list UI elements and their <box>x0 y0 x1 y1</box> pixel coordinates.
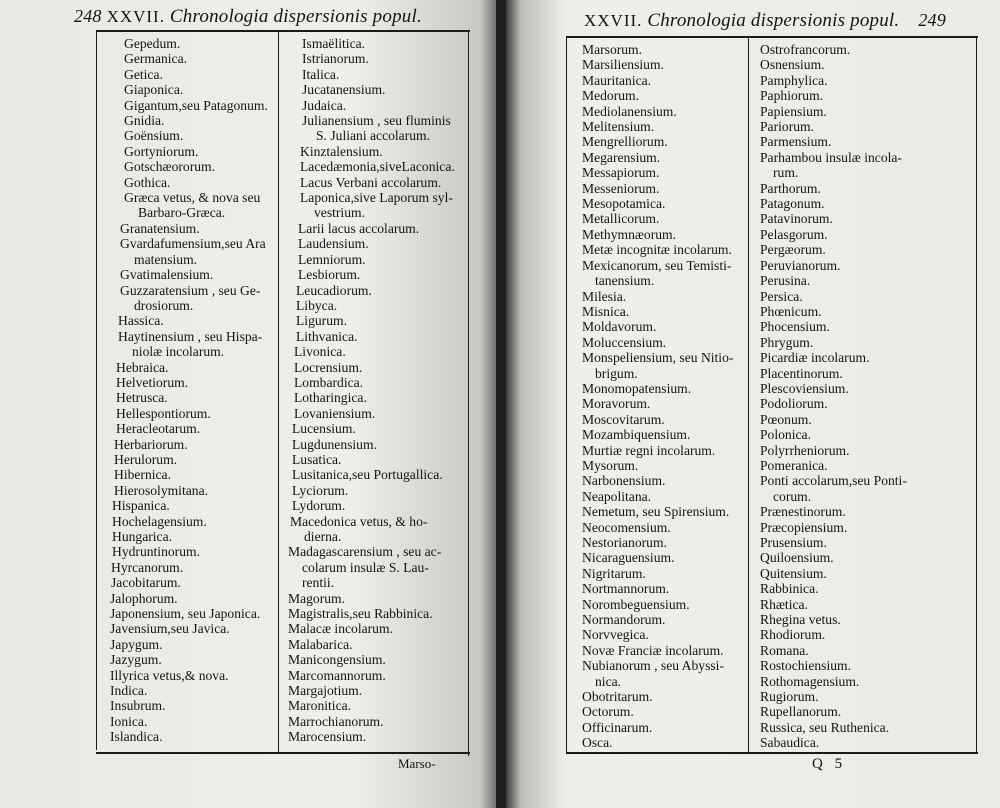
entry: Gnidia. <box>124 113 165 129</box>
entry: Gigantum,seu Patagonum. <box>124 97 268 113</box>
entry: Lithvanica. <box>296 328 358 344</box>
entry: Lusatica. <box>292 451 342 467</box>
entry: Hispanica. <box>112 498 170 514</box>
entry: Hebraica. <box>116 359 169 375</box>
entry: Prusensium. <box>760 535 827 550</box>
entry: Medorum. <box>582 88 640 104</box>
entry: Monomopatensium. <box>582 380 692 396</box>
entry: Helvetiorum. <box>116 374 189 390</box>
entry: Lusitanica,seu Portugallica. <box>292 467 443 483</box>
entry: Rothomagensium. <box>760 673 860 689</box>
entry: Patagonum. <box>760 196 825 212</box>
right-chapter-number: XXVII. <box>584 11 643 30</box>
entry: Obotritarum. <box>582 689 653 705</box>
entry: Mozambiquensium. <box>582 427 691 443</box>
entry: Manicongensium. <box>288 652 386 668</box>
catchword: Marso- <box>398 756 436 771</box>
entry: Magorum. <box>288 590 346 606</box>
left-column-2 <box>288 36 455 745</box>
entry: Jucatanensium. <box>302 82 386 98</box>
entry: Laudensium. <box>298 236 369 252</box>
entry: Gvatimalensium. <box>120 267 214 283</box>
entry-continuation: niolæ incolarum. <box>132 344 225 360</box>
left-chapter-number: XXVII. <box>106 7 165 26</box>
entry: Jalophorum. <box>110 590 178 606</box>
entry: Lesbiorum. <box>298 267 361 283</box>
entry: Romana. <box>760 642 809 658</box>
entry: Ponti accolarum,seu Ponti- <box>760 473 907 489</box>
entry: Sabaudica. <box>760 735 820 751</box>
entry: Pœonum. <box>760 411 812 427</box>
entry: Neapolitana. <box>582 488 652 504</box>
entry: Rugiorum. <box>760 689 819 705</box>
right-inner-rule <box>976 36 977 754</box>
entry: Guzzaratensium , seu Ge- <box>120 282 261 298</box>
entry: Hydruntinorum. <box>112 544 200 560</box>
entry: Rhætica. <box>760 596 808 612</box>
signature-mark: Q 5 <box>812 756 847 772</box>
entry: Paphiorum. <box>760 88 824 104</box>
right-footer-rule <box>566 752 978 754</box>
entry: Polyrrheniorum. <box>760 442 850 458</box>
left-inner-rule <box>468 30 469 756</box>
entry: Mesopotamica. <box>582 196 666 212</box>
entry-continuation: nica. <box>595 673 622 689</box>
left-page-number: 248 <box>74 6 102 26</box>
entry: Libyca. <box>296 297 338 313</box>
entry: Hyrcanorum. <box>111 559 184 575</box>
entry: Indica. <box>110 683 148 699</box>
entry: Laponica,sive Laporum syl- <box>300 190 453 206</box>
entry: Leucadiorum. <box>296 282 372 298</box>
entry: Gortyniorum. <box>124 143 199 159</box>
right-outer-rule <box>566 36 567 754</box>
entry: Japonensium, seu Japonica. <box>110 606 261 622</box>
left-running-title: Chronologia dispersionis popul. <box>169 6 422 27</box>
entry: Pergæorum. <box>760 242 826 258</box>
entry: Mengrelliorum. <box>582 134 668 150</box>
entry: Præcopiensium. <box>760 519 848 535</box>
left-column-1 <box>110 36 268 745</box>
entry-continuation: drosiorum. <box>134 297 194 313</box>
entry: Germanica. <box>124 51 188 67</box>
entry: Ionica. <box>110 713 148 729</box>
entry-continuation: corum. <box>773 488 812 504</box>
entry: Marrochianorum. <box>288 713 384 729</box>
entry: Murtiæ regni incolarum. <box>582 442 716 458</box>
entry: Peruvianorum. <box>760 257 841 273</box>
entry: Marocensium. <box>288 729 367 745</box>
entry-continuation: matensium. <box>134 251 198 267</box>
entry: Granatensium. <box>120 220 200 236</box>
entry: Parmensium. <box>760 134 832 150</box>
entry: Lyciorum. <box>292 482 349 498</box>
entry: Pariorum. <box>760 119 814 135</box>
entry: Nicaraguensium. <box>582 550 675 566</box>
entry: Lacedæmonia,siveLaconica. <box>300 159 455 175</box>
entry: Macedonica vetus, & ho- <box>290 513 428 529</box>
entry: Lotharingica. <box>294 390 367 406</box>
entry: Papiensium. <box>760 103 827 119</box>
entry: Moluccensium. <box>582 334 667 350</box>
entry: Nubianorum , seu Abyssi- <box>582 658 724 674</box>
entry: Nigritarum. <box>582 565 646 581</box>
entry: Istrianorum. <box>302 51 369 67</box>
entry: Heracleotarum. <box>116 421 201 437</box>
entry: Malacæ incolarum. <box>288 621 393 637</box>
entry-continuation: colarum insulæ S. Lau- <box>302 559 429 575</box>
entry: Messeniorum. <box>582 180 660 196</box>
entry: Gvardafumensium,seu Ara <box>120 236 266 252</box>
entry: Malabarica. <box>288 636 353 652</box>
entry: Japygum. <box>110 636 163 652</box>
left-footer-rule <box>96 752 470 754</box>
entry: Hellespontiorum. <box>116 405 211 421</box>
entry-continuation: tanensium. <box>595 273 655 289</box>
entry: Moscovitarum. <box>582 411 665 427</box>
entry: Phrygum. <box>760 334 814 350</box>
entry: Mauritanica. <box>582 72 652 88</box>
entry: Rupellanorum. <box>760 704 842 720</box>
entry: Persica. <box>760 288 803 304</box>
entry: Marsorum. <box>582 42 643 57</box>
entry: Metæ incognitæ incolarum. <box>582 242 732 258</box>
entry-continuation: vestrium. <box>314 205 365 221</box>
entry: Russica, seu Ruthenica. <box>760 719 890 735</box>
entry: Pamphylica. <box>760 72 828 88</box>
entry: Haytinensium , seu Hispa- <box>118 328 263 344</box>
entry: Insubrum. <box>110 698 166 714</box>
entry: Milesia. <box>582 288 627 304</box>
entry: Gepedum. <box>124 36 181 51</box>
entry-continuation: brigum. <box>595 365 638 381</box>
entry: Marcomannorum. <box>288 667 386 683</box>
entry: Melitensium. <box>582 119 655 135</box>
entry: Lugdunensium. <box>292 436 377 452</box>
entry: Kinztalensium. <box>300 143 383 159</box>
entry: Picardiæ incolarum. <box>760 350 870 366</box>
entry: Norombeguensium. <box>582 596 690 612</box>
entry: Hungarica. <box>112 529 173 544</box>
entry: Moravorum. <box>582 396 651 412</box>
entry: Osnensium. <box>760 57 825 73</box>
entry: Novæ Franciæ incolarum. <box>582 642 724 658</box>
entry: Parhambou insulæ incola- <box>760 149 902 165</box>
entry: Methymnæorum. <box>582 226 677 242</box>
entry: Polonica. <box>760 427 811 443</box>
entry: Judaica. <box>302 97 347 113</box>
entry: Rabbinica. <box>760 581 819 597</box>
entry: Maronitica. <box>288 698 352 714</box>
right-header-rule <box>566 36 978 38</box>
right-column-1 <box>582 42 733 751</box>
entry: Italica. <box>302 66 340 82</box>
entry: Phœnicum. <box>760 303 822 319</box>
entry: Lucensium. <box>292 421 356 437</box>
entry: Metallicorum. <box>582 211 660 227</box>
entry: Parthorum. <box>760 180 821 196</box>
right-page <box>506 0 1000 808</box>
entry: Livonica. <box>294 344 346 360</box>
entry: Islandica. <box>110 729 163 745</box>
entry: Gotschæororum. <box>124 159 215 175</box>
entry: Placentinorum. <box>760 365 843 381</box>
entry: Giaponica. <box>124 82 184 98</box>
right-page-number: 249 <box>918 10 946 30</box>
entry: Lovaniensium. <box>294 405 376 421</box>
entry: Moldavorum. <box>582 319 657 335</box>
entry: Jazygum. <box>110 652 162 668</box>
entry-continuation: Barbaro-Græca. <box>138 205 226 221</box>
entry: Nestorianorum. <box>582 535 667 550</box>
entry: Rhegina vetus. <box>760 612 841 628</box>
entry: Illyrica vetus,& nova. <box>110 667 229 683</box>
entry: Perusina. <box>760 273 811 289</box>
entry: Jacobitarum. <box>111 575 181 591</box>
entry-continuation: rentii. <box>302 575 335 591</box>
entry: Plescoviensium. <box>760 380 849 396</box>
right-column-divider <box>748 36 749 752</box>
entry: Græca vetus, & nova seu <box>124 190 261 206</box>
entry: Norvvegica. <box>582 627 649 643</box>
entry: Phocensium. <box>760 319 830 335</box>
entry: Madagascarensium , seu ac- <box>288 544 442 560</box>
entry: Octorum. <box>582 704 634 720</box>
entry: Locrensium. <box>294 359 363 375</box>
entry: Quitensium. <box>760 565 827 581</box>
entry: Rostochiensium. <box>760 658 852 674</box>
left-column-divider <box>278 30 279 752</box>
entry: Megarensium. <box>582 149 661 165</box>
entry: Messapiorum. <box>582 165 660 181</box>
entry: Pomeranica. <box>760 457 828 473</box>
entry: Hibernica. <box>114 467 171 483</box>
entry: Magistralis,seu Rabbinica. <box>288 606 433 622</box>
entry: Narbonensium. <box>582 473 666 489</box>
entry: Herbariorum. <box>114 436 188 452</box>
entry: Ligurum. <box>296 313 347 329</box>
right-running-title: Chronologia dispersionis popul. <box>647 10 900 31</box>
entry: Javensium,seu Javica. <box>110 621 230 637</box>
entry: Mysorum. <box>582 457 639 473</box>
entry: Prænestinorum. <box>760 504 846 520</box>
entry: Lacus Verbani accolarum. <box>300 174 442 190</box>
entry: Mediolanensium. <box>582 103 677 119</box>
entry: Hetrusca. <box>116 390 168 406</box>
entry: Misnica. <box>582 303 630 319</box>
entry: Hassica. <box>118 313 164 329</box>
entry: Nortmannorum. <box>582 581 670 597</box>
entry: Officinarum. <box>582 719 653 735</box>
entry: Nemetum, seu Spirensium. <box>582 504 730 520</box>
entry: Hochelagensium. <box>112 513 207 529</box>
entry: Goënsium. <box>124 128 184 144</box>
entry: Osca. <box>582 735 613 751</box>
entry: Lydorum. <box>292 498 346 514</box>
right-column-2 <box>760 42 907 751</box>
entry: Quiloensium. <box>760 550 834 566</box>
entry: Hierosolymitana. <box>114 482 209 498</box>
entry: Patavinorum. <box>760 211 833 227</box>
entry: Getica. <box>124 66 163 82</box>
entry: Lombardica. <box>294 374 364 390</box>
entry: Gothica. <box>124 174 171 190</box>
left-outer-rule <box>96 30 97 750</box>
entry: Monspeliensium, seu Nitio- <box>582 350 734 366</box>
entry: Julianensium , seu fluminis <box>302 113 451 129</box>
entry-continuation: rum. <box>773 165 799 181</box>
entry: Lemniorum. <box>298 251 366 267</box>
entry: Podoliorum. <box>760 396 828 412</box>
left-running-head <box>74 6 422 28</box>
entry: Larii lacus accolarum. <box>298 220 420 236</box>
entry-continuation: dierna. <box>304 529 342 544</box>
entry: Ismaëlitica. <box>302 36 366 51</box>
entry: Rhodiorum. <box>760 627 826 643</box>
entry: Neocomensium. <box>582 519 671 535</box>
entry: Mexicanorum, seu Temisti- <box>582 257 732 273</box>
entry: Ostrofrancorum. <box>760 42 851 57</box>
left-header-rule <box>96 30 470 32</box>
entry: Marsiliensium. <box>582 57 664 73</box>
entry: Margajotium. <box>288 683 363 699</box>
entry: Pelasgorum. <box>760 226 828 242</box>
entry: Herulorum. <box>114 451 178 467</box>
right-running-head <box>584 10 946 32</box>
entry-continuation: S. Juliani accolarum. <box>316 128 431 144</box>
entry: Normandorum. <box>582 612 666 628</box>
